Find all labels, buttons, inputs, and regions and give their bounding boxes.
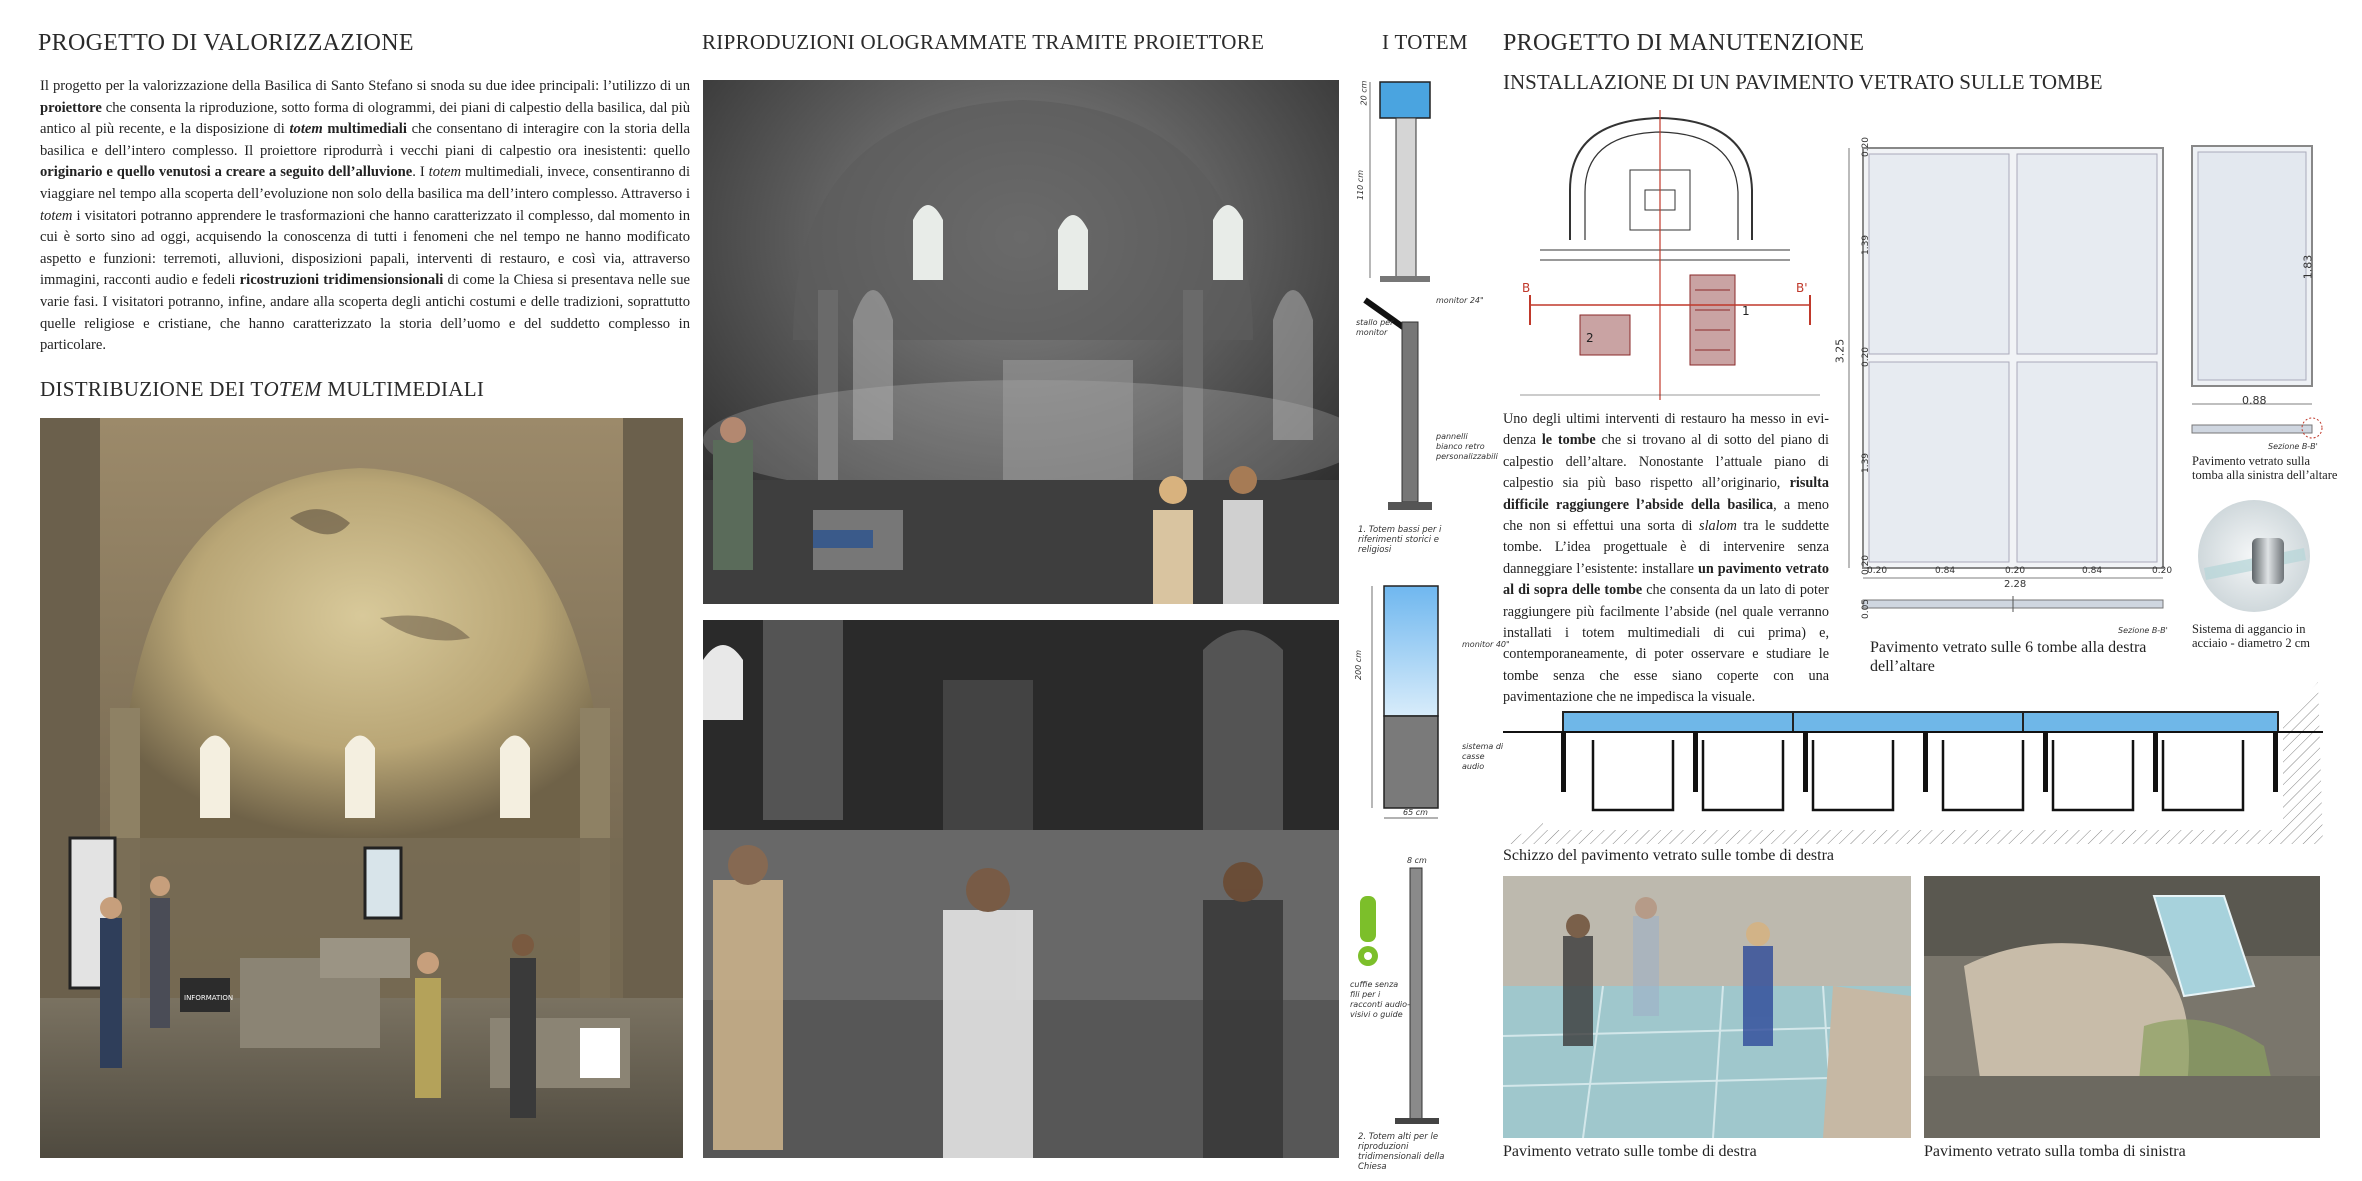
glass-floor-plan-grid xyxy=(1835,130,2175,625)
valorizzazione-text-run-9: multimediali, invece, consentiranno di viaggiare nel tempo alla scoperta dell’evoluzione non solo della basilica ma dell’intero complesso. Attraverso i xyxy=(40,164,691,202)
grid-h-mid: 0.20 xyxy=(1861,346,1872,368)
caption-totem-alti: 2. Totem alti per le riproduzioni tridimensionali della Chiesa xyxy=(1358,1132,1445,1172)
glass-floor-photo-right-tombs xyxy=(1503,876,1911,1138)
manutenzione-text-run-0: Uno degli ultimi interventi di restauro ha messo in evidenza xyxy=(1503,411,1829,449)
glass-floor-photo-left-tomb xyxy=(1924,876,2320,1138)
valorizzazione-text-run-13: di come la Chiesa si presentava nelle sue varie fasi. I visitatori potranno, infine, andare alla scoperta degli antichi costumi e delle tradizioni, soprattutto quelle religiose e cristiane, che hanno caratterizzato la storia dell’uomo e del suddetto complesso in particolare. xyxy=(40,272,691,354)
section-title-totem: I TOTEM xyxy=(1382,30,1468,54)
valorizzazione-text-run-5: che consentano di interagire con la storia della basilica e dell’intero complesso. Il proiettore riprodurrà i vecchi piani di calpestio ora inesistenti: quello xyxy=(40,121,690,159)
valorizzazione-text-run-2: che consenta la riproduzione, sotto forma di ologrammi, dei piani di calpestio della basilica, dal più antico al più recente, e la disposizione di xyxy=(40,99,690,138)
grid-h-top: 1.39 xyxy=(1861,234,1872,256)
grid-bottom-strip: 0.05 xyxy=(1861,598,1872,620)
side-glass-panel-drawing xyxy=(2186,140,2326,458)
plan-label-1: 1 xyxy=(1742,304,1750,318)
label-monitor-24: monitor 24" xyxy=(1436,296,1484,305)
valorizzazione-text-run-7: . I xyxy=(412,164,429,181)
manutenzione-text-run-4: , a meno che non si effettui una sorta di xyxy=(1503,496,1829,535)
section-title-valorizzazione: PROGETTO DI VALORIZZAZIONE xyxy=(38,30,414,56)
manutenzione-text-run-5: slalom xyxy=(1699,518,1737,535)
grid-w-edge-l: 0.20 xyxy=(1867,566,1888,576)
manutenzione-text-run-7: un pavimento vetrato al di sopra delle tombe xyxy=(1503,560,1829,599)
valorizzazione-text-run-11: i visitatori potranno apprendere le trasformazioni che hanno caratterizzato il complesso, dal momento in cui è sorto sino ad oggi, acquisendo la conoscenza di tutti i fenomeni che nel tempo ne hanno modificato aspetto e funzioni: terremoti, alluvioni, disposizioni papali, interventi di restauro, e così via, attraverso immagini, racconti audio e fedeli xyxy=(40,207,690,289)
hologram-projection-photo-2 xyxy=(703,620,1339,1158)
caption-hook: Sistema di aggancio in acciaio - diametro 2 cm xyxy=(2192,622,2310,650)
subtitle-italic: OTEM xyxy=(263,377,322,401)
caption-side-panel: Pavimento vetrato sulla tomba alla sinistra dell’altare xyxy=(2192,454,2338,482)
caption-photo-left-tomb: Pavimento vetrato sulla tomba di sinistra xyxy=(1924,1143,2186,1160)
valorizzazione-text-run-0: Il progetto per la valorizzazione della Basilica di Santo Stefano si snoda su due idee principali: l’utilizzo di un xyxy=(40,78,690,94)
valorizzazione-text-run-8: totem xyxy=(428,164,462,181)
manutenzione-text-run-1: le tombe xyxy=(1541,432,1596,449)
caption-glass-grid: Pavimento vetrato sulle 6 tombe alla destra dell’altare xyxy=(1870,639,2147,675)
caption-photo-right-tombs: Pavimento vetrato sulle tombe di destra xyxy=(1503,1143,1757,1160)
side-section-label: Sezione B-B' xyxy=(2268,442,2318,451)
manutenzione-text-run-3: risulta difficile raggiungere l’abside della basilica xyxy=(1503,475,1829,513)
manutenzione-text-run-2: che si trovano al di sotto del piano di calpestio dell’altare. Nonostante l’attuale piano di calpestio sia più baso rispetto all’originario, xyxy=(1503,432,1829,492)
section-subtitle-distribuzione xyxy=(40,377,484,402)
tall-totem-drawing xyxy=(1360,582,1456,822)
section-subtitle-installazione: INSTALLAZIONE DI UN PAVIMENTO VETRATO SULLE TOMBE xyxy=(1503,70,2103,94)
subtitle-suffix: MULTIMEDIALI xyxy=(321,377,485,401)
grid-h-edge-top: 0.20 xyxy=(1861,136,1872,158)
section-title-manutenzione: PROGETTO DI MANUTENZIONE xyxy=(1503,30,1865,56)
grid-w-left: 0.84 xyxy=(1935,566,1956,576)
caption-sketch: Schizzo del pavimento vetrato sulle tombe di destra xyxy=(1503,847,1835,864)
manutenzione-text-run-6: tra le suddette tombe. L’idea progettuale è di intervenire senza danneggiare l’esistente: installare xyxy=(1503,518,1829,577)
dim-base: 65 cm xyxy=(1403,808,1428,817)
section-title-riproduzioni: RIPRODUZIONI OLOGRAMMATE TRAMITE PROIETTORE xyxy=(702,30,1265,54)
dim-top-height: 110 cm xyxy=(1356,169,1366,201)
dim-pole: 8 cm xyxy=(1407,856,1427,865)
valorizzazione-text-run-10: totem xyxy=(40,207,73,224)
side-height: 1.83 xyxy=(2301,254,2315,280)
valorizzazione-text-run-6: originario e quello venutosi a creare a seguito dell’alluvione xyxy=(40,164,413,181)
grid-w-right: 0.84 xyxy=(2082,566,2103,576)
manutenzione-paragraph xyxy=(1503,409,1829,709)
grid-w-mid: 0.20 xyxy=(2005,566,2026,576)
side-width: 0.88 xyxy=(2242,394,2267,407)
grid-w-edge-r: 0.20 xyxy=(2152,566,2173,576)
label-pannelli: pannelli bianco retro personalizzabili xyxy=(1436,432,1498,461)
valorizzazione-text-run-4: multimediali xyxy=(322,121,407,138)
grid-h-edge-bot: 0.20 xyxy=(1861,554,1872,576)
subtitle-prefix: DISTRIBUZIONE DEI T xyxy=(40,377,264,401)
plan-label-b: B xyxy=(1522,281,1531,295)
grid-h-bot: 1.39 xyxy=(1861,452,1872,474)
valorizzazione-text-run-1: proiettore xyxy=(40,99,102,116)
glass-floor-section-sketch xyxy=(1503,682,2323,844)
dim-top-small: 20 cm xyxy=(1359,80,1369,106)
label-cuffie: cuffie senza fili per i racconti audio-visivi o guide xyxy=(1350,980,1410,1019)
grid-section-label: Sezione B-B' xyxy=(2118,626,2168,635)
valorizzazione-text-run-12: ricostruzioni tridimensionsionali xyxy=(239,272,444,289)
short-totem-drawing xyxy=(1358,78,1454,288)
manutenzione-text-run-8: che consenta da un lato di poter raggiungere più facilmente l’abside (nel quale verranno installati i totem multimediali di cui prima) e, contemporaneamente, di poter osservare e studiare le tombe senza che esse siano coperte con una pavimentazione che ne impedisca la visuale. xyxy=(1503,582,1829,706)
label-sistema-casse: sistema di casse audio xyxy=(1462,742,1504,771)
hologram-projection-photo-1 xyxy=(703,80,1339,604)
dim-tall: 200 cm xyxy=(1354,649,1364,681)
label-monitor-40: monitor 40" xyxy=(1462,640,1510,649)
plan-label-2: 2 xyxy=(1586,331,1594,345)
caption-totem-bassi: 1. Totem bassi per i riferimenti storici e religiosi xyxy=(1358,525,1442,555)
valorizzazione-text-run-3: totem xyxy=(289,121,323,138)
basilica-interior-photo xyxy=(40,418,683,1158)
steel-hook-photo xyxy=(2192,498,2316,616)
plan-label-b1: B' xyxy=(1796,281,1808,295)
photo-information-sign: INFORMATION xyxy=(184,994,234,1002)
grid-left-total: 3.25 xyxy=(1833,338,1847,364)
floor-plan-sketch xyxy=(1520,110,1820,400)
grid-w-total: 2.28 xyxy=(2004,579,2027,590)
label-stallo-monitor: stallo per monitor xyxy=(1356,318,1394,337)
valorizzazione-paragraph xyxy=(40,76,690,357)
